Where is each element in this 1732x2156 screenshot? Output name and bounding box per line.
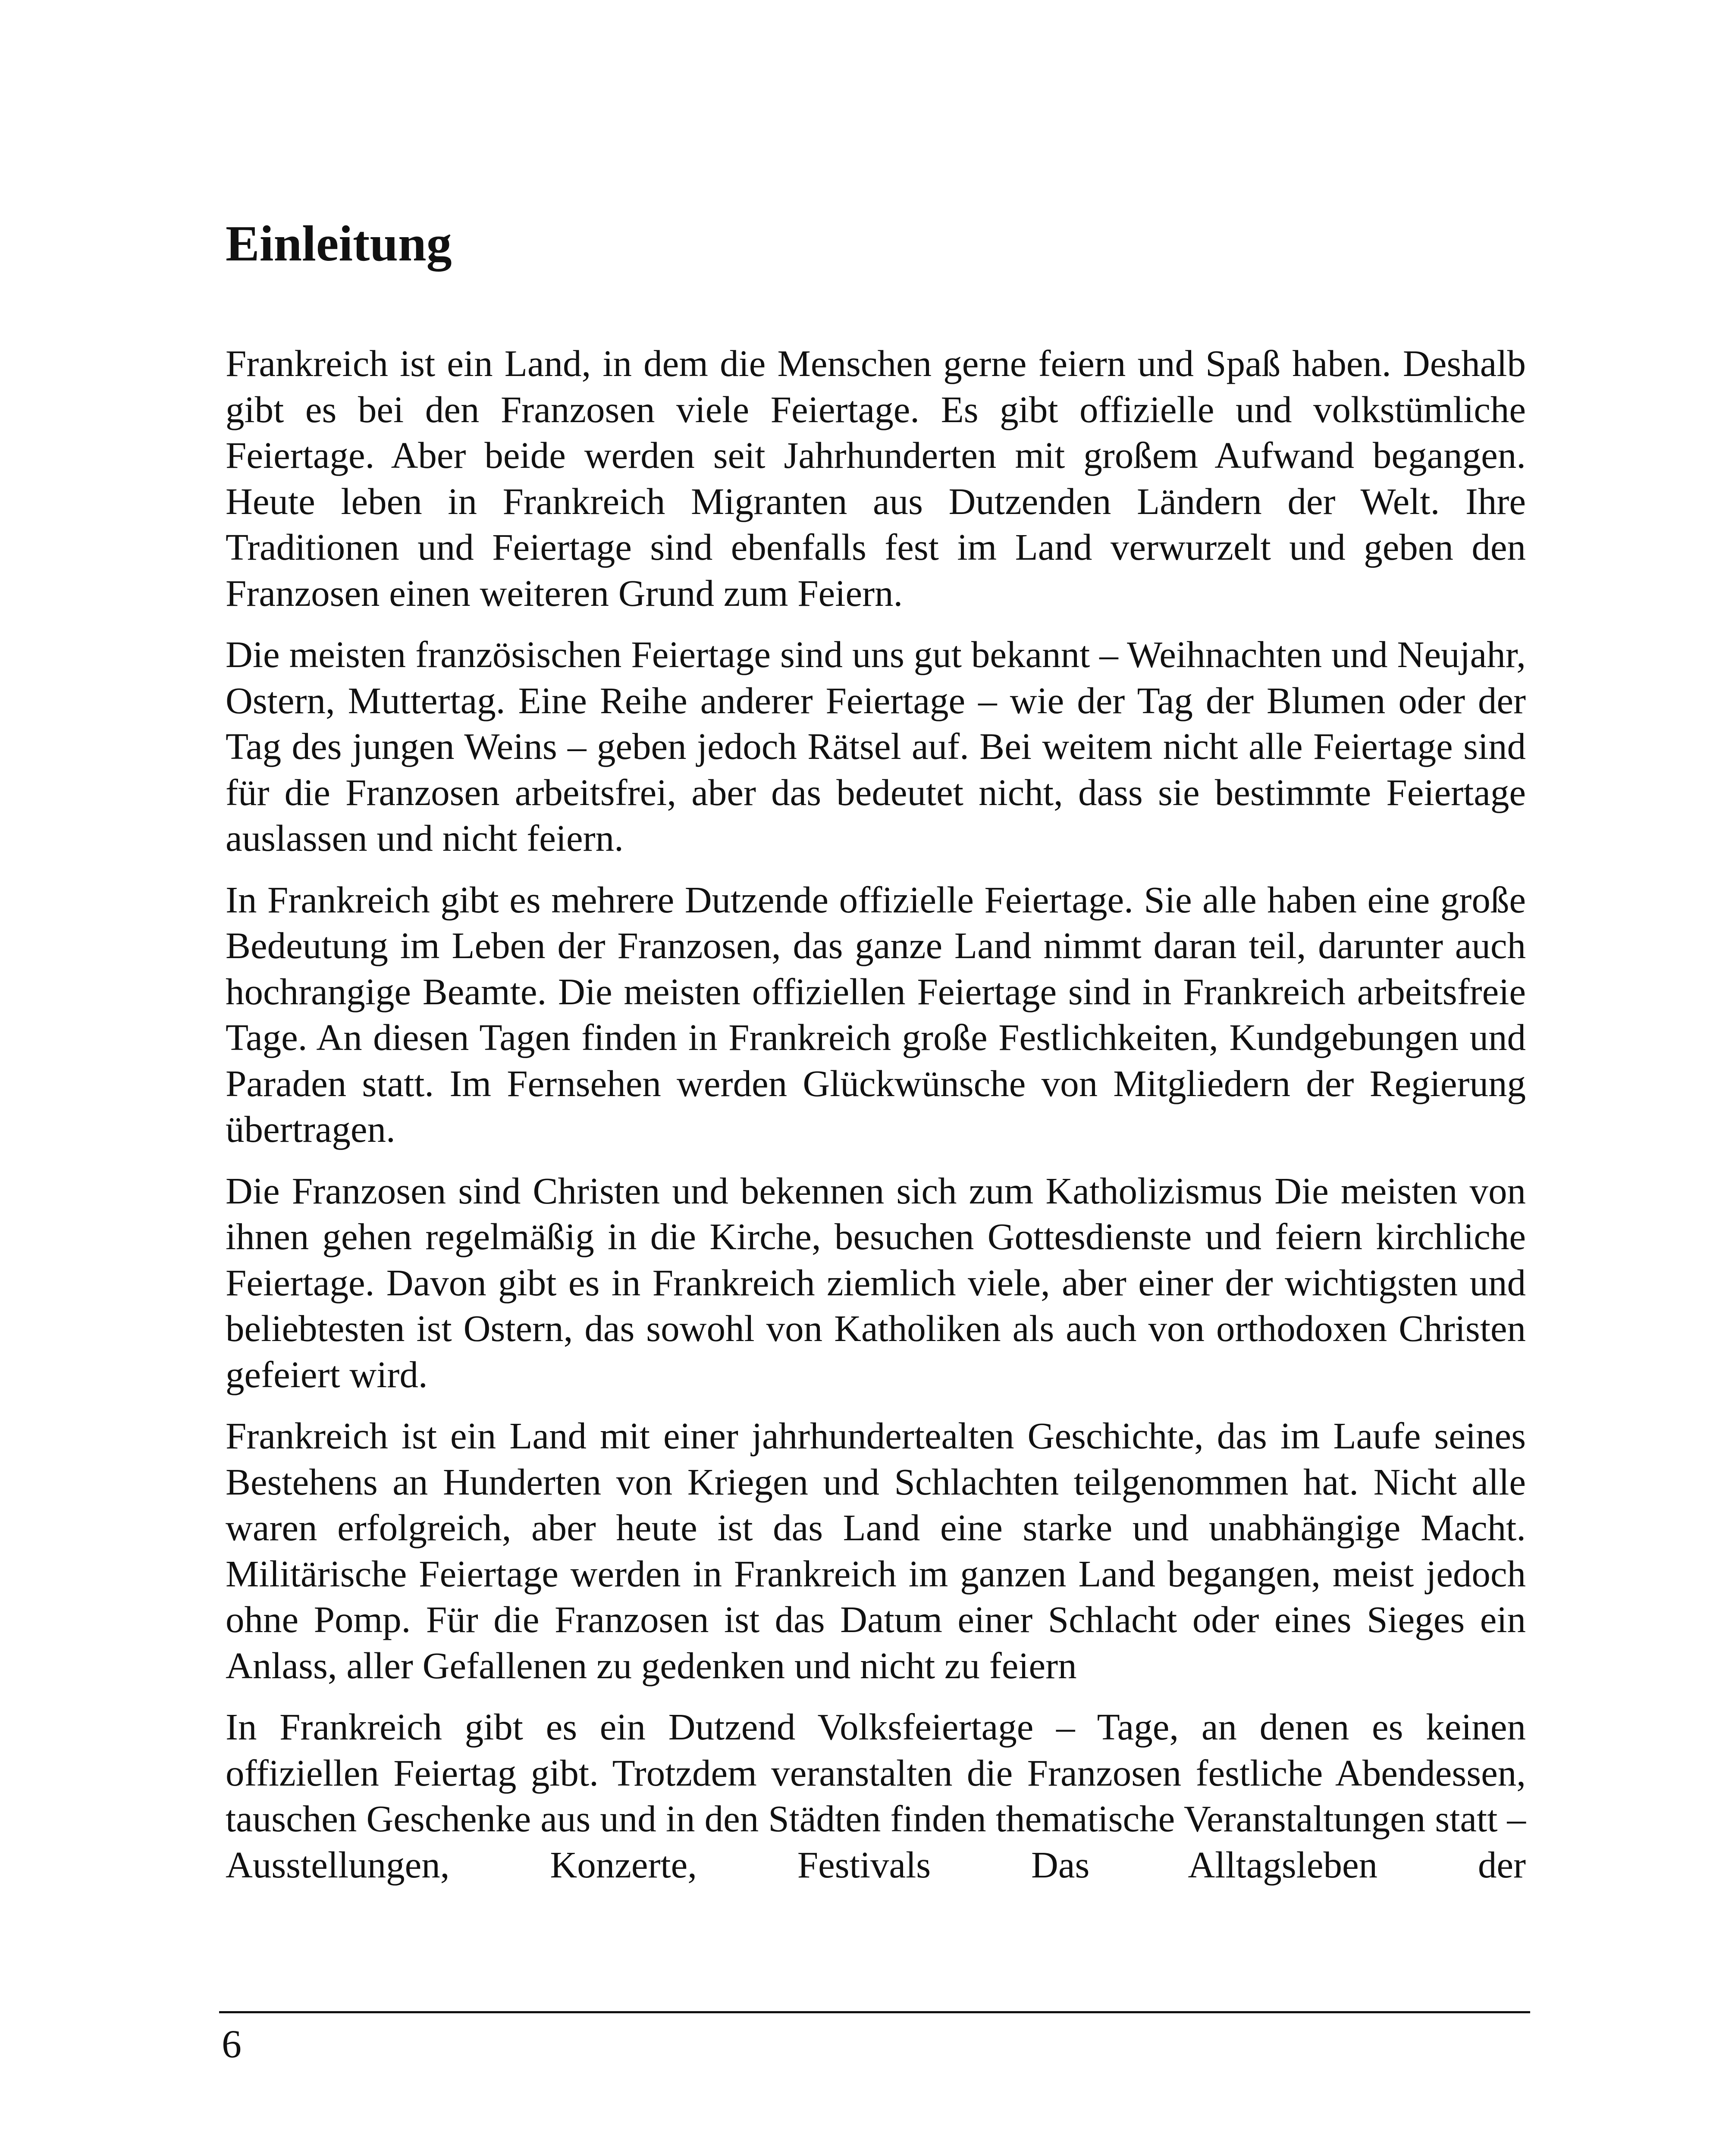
body-text xyxy=(226,341,1526,1903)
paragraph-2: Die meisten französischen Feiertage sind uns gut bekannt – Weihnachten und Neujahr, Ostern, Muttertag. Eine Reihe anderer Feiertage – wie der Tag der Blumen oder der Tag des jungen Weins – geben jedoch Rätsel auf. Bei weitem nicht alle Feiertage sind für die Franzosen arbeitsfrei, aber das bedeutet nicht, dass sie bestimmte Feiertage auslassen und nicht feiern. xyxy=(226,633,1526,859)
paragraph-4: Die Franzosen sind Christen und bekennen sich zum Katholizismus Die meisten von ihnen gehen regelmäßig in die Kirche, besuchen Gottesdienste und feiern kirchliche Feiertage. Davon gibt es in Frankreich ziemlich viele, aber einer der wichtigsten und beliebtesten ist Ostern, das sowohl von Katholiken als auch von orthodoxen Christen gefeiert wird. xyxy=(226,1169,1526,1395)
page-number: 6 xyxy=(222,2022,242,2066)
paragraph-5: Frankreich ist ein Land mit einer jahrhundertealten Geschichte, das im Laufe seines Bestehens an Hunderten von Kriegen und Schlachten teilgenommen hat. Nicht alle waren erfolgreich, aber heute ist das Land eine starke und unabhängige Macht. Militärische Feiertage werden in Frankreich im ganzen Land begangen, meist jedoch ohne Pomp. Für die Franzosen ist das Datum einer Schlacht oder eines Sieges ein Anlass, aller Gefallenen zu gedenken und nicht zu feiern xyxy=(226,1415,1526,1686)
footer-divider xyxy=(219,2011,1530,2013)
paragraph-6: In Frankreich gibt es ein Dutzend Volksfeiertage – Tage, an denen es keinen offiziellen Feiertag gibt. Trotzdem veranstalten die Franzosen festliche Abendessen, tauschen Geschenke aus und in den Städten finden thematische Veranstaltungen statt – Ausstellungen, Konzerte, Festivals Das Alltagsleben der xyxy=(226,1706,1526,1886)
paragraph-1: Frankreich ist ein Land, in dem die Menschen gerne feiern und Spaß haben. Deshalb gibt es bei den Franzosen viele Feiertage. Es gibt offizielle und volkstümliche Feiertage. Aber beide werden seit Jahrhunderten mit großem Aufwand begangen. Heute leben in Frankreich Migranten aus Dutzenden Ländern der Welt. Ihre Traditionen und Feiertage sind ebenfalls fest im Land verwurzelt und geben den Franzosen einen weiteren Grund zum Feiern. xyxy=(226,342,1526,614)
page-title: Einleitung xyxy=(226,215,452,272)
paragraph-3: In Frankreich gibt es mehrere Dutzende offizielle Feiertage. Sie alle haben eine große Bedeutung im Leben der Franzosen, das ganze Land nimmt daran teil, darunter auch hochrangige Beamte. Die meisten offiziellen Feiertage sind in Frankreich arbeitsfreie Tage. An diesen Tagen finden in Frankreich große Festlichkeiten, Kundgebungen und Paraden statt. Im Fernsehen werden Glückwünsche von Mitgliedern der Regierung übertragen. xyxy=(226,878,1526,1150)
